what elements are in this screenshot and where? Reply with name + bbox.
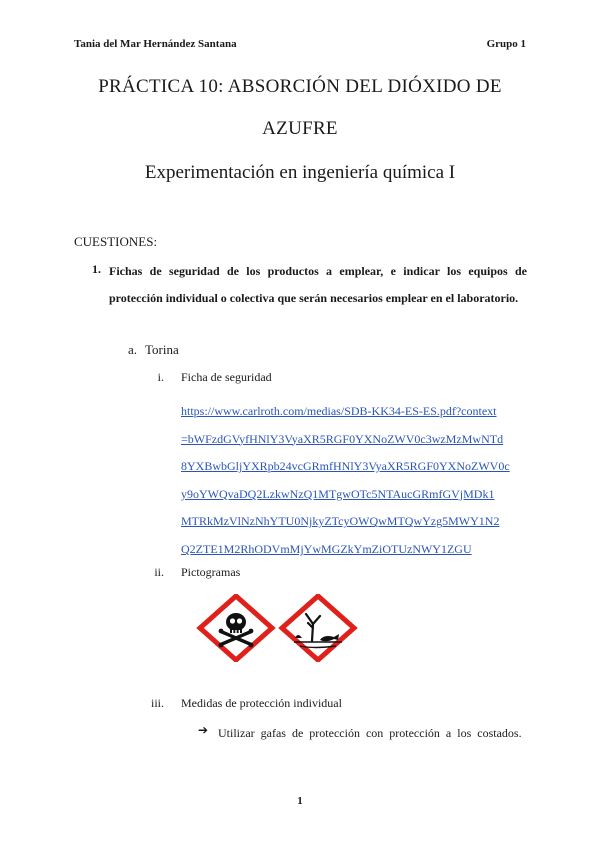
sub-ii-text: Pictogramas bbox=[181, 565, 241, 579]
pictogram-group bbox=[196, 594, 358, 662]
item-a-marker: a. bbox=[128, 342, 138, 357]
link-line: Q2ZTE1M2RhODVmMjYwMGZkYmZiOTUzNWY1ZGU bbox=[181, 541, 472, 556]
sub-iii-marker: iii. bbox=[150, 696, 164, 710]
link-line: =bWFzdGVyfHNlY3VyaXR5RGF0YXNoZWV0c3wzMzMwNTd bbox=[181, 431, 504, 446]
link-line: y9oYWQvaDQ2LzkwNzQ1MTgwOTc5NTAucGRmfGVjMDk1 bbox=[181, 486, 495, 501]
link-line: 8YXBwbGljYXRpb24vcGRmfHNlY3VyaXR5RGF0YXNoZWV0c bbox=[181, 459, 510, 474]
header-author: Tania del Mar Hernández Santana bbox=[74, 38, 237, 50]
sub-iii-text: Medidas de protección individual bbox=[181, 696, 342, 710]
header-group: Grupo 1 bbox=[486, 38, 526, 50]
section-heading: CUESTIONES: bbox=[74, 234, 158, 249]
sub-i-marker: i. bbox=[157, 370, 164, 384]
arrow-bullet-icon: ➔ bbox=[198, 723, 209, 737]
skull-crossbones-icon bbox=[200, 596, 272, 660]
pictograms bbox=[196, 594, 358, 662]
page-title-line2: AZUFRE bbox=[262, 118, 338, 139]
page-subtitle: Experimentación en ingeniería química I bbox=[144, 162, 456, 183]
page-number: 1 bbox=[297, 795, 303, 807]
bullet-text: Utilizar gafas de protección con protección a los costados. bbox=[218, 726, 522, 740]
safety-sheet-link[interactable] bbox=[181, 398, 526, 564]
sub-i-text: Ficha de seguridad bbox=[181, 370, 272, 384]
question-number: 1. bbox=[92, 262, 101, 276]
environment-hazard-icon bbox=[282, 596, 354, 660]
item-a-text: Torina bbox=[145, 342, 179, 357]
sub-ii-marker: ii. bbox=[154, 565, 164, 579]
link-line: https://www.carlroth.com/medias/SDB-KK34-ES-ES.pdf?context bbox=[181, 404, 497, 418]
page-title-line1: PRÁCTICA 10: ABSORCIÓN DEL DIÓXIDO DE bbox=[98, 76, 502, 97]
link-line: MTRkMzVlNzNhYTU0NjkyZTcyOWQwMTQwYzg5MWY1N2 bbox=[181, 514, 500, 529]
question-text: Fichas de seguridad de los productos a emplear, e indicar los equipos de protección individual o colectiva que serán necesarios emplear en el laboratorio. bbox=[109, 264, 527, 305]
